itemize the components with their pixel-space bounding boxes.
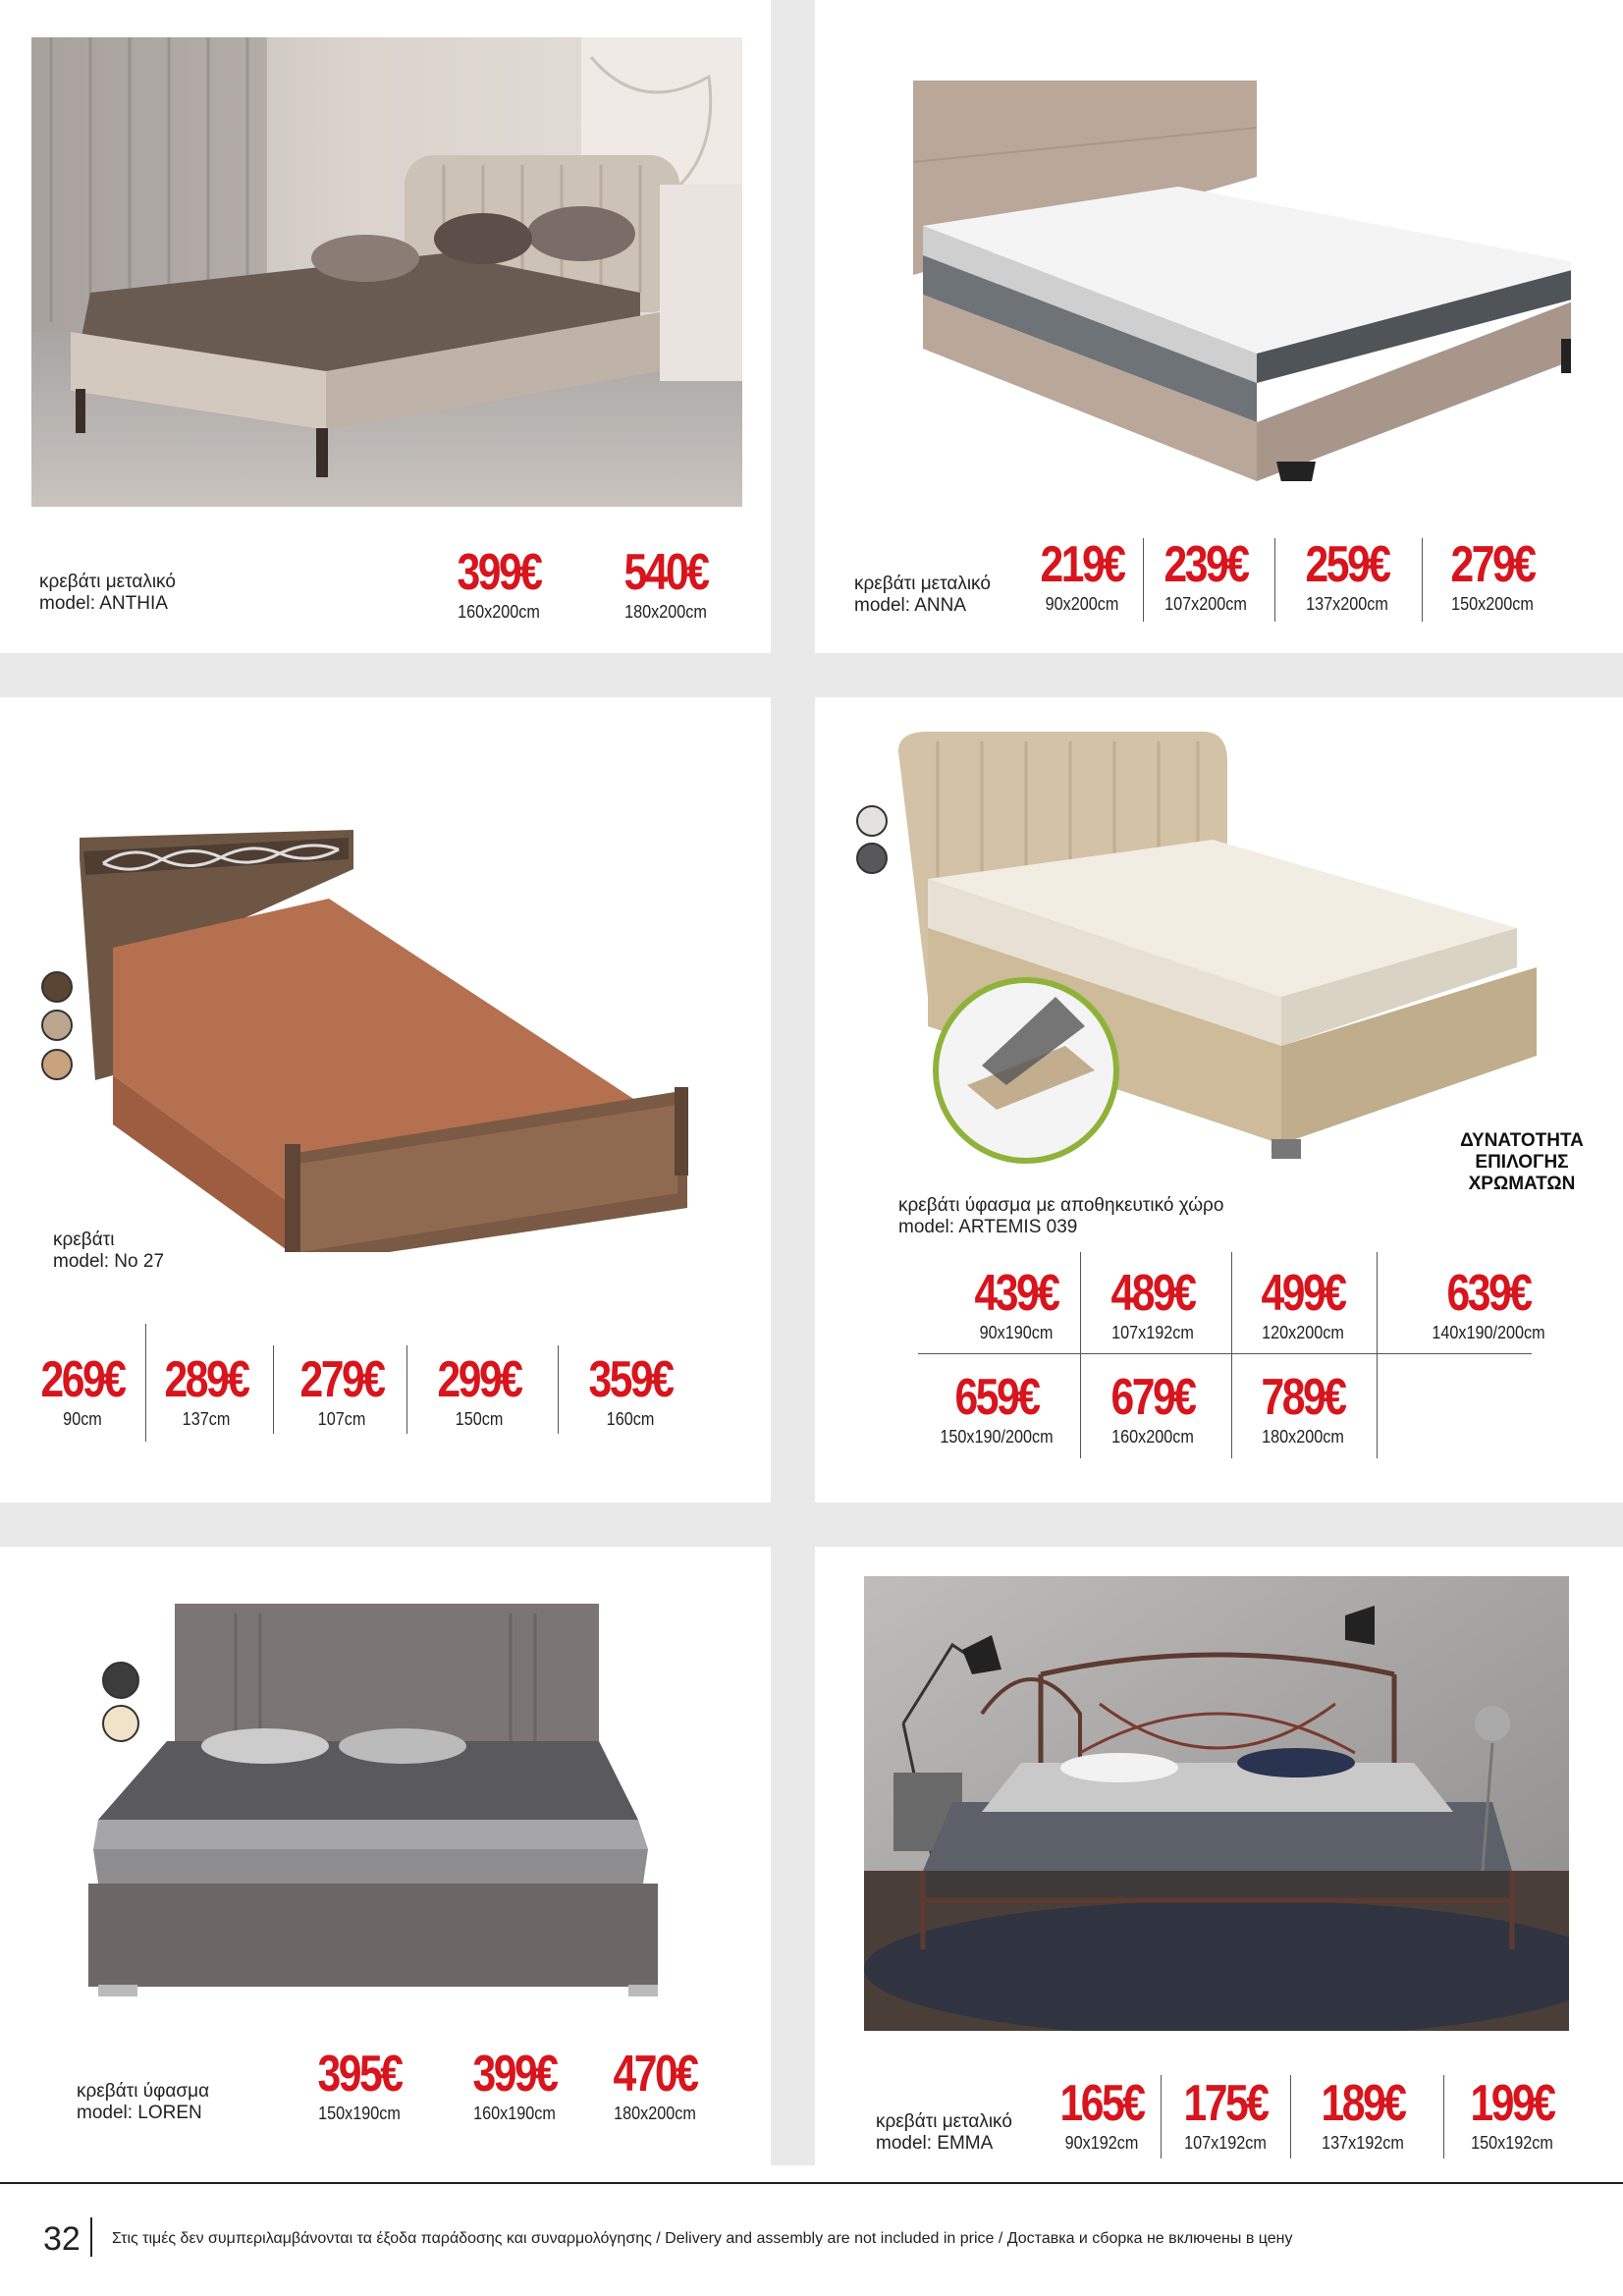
color-swatch-dark-wood[interactable] — [41, 971, 73, 1003]
price-item — [1174, 2077, 1276, 2154]
price-value: 395€ — [317, 2046, 402, 2103]
price-divider — [145, 1324, 146, 1442]
price-value: 399€ — [472, 2046, 557, 2103]
price-value: 259€ — [1305, 536, 1389, 593]
price-item — [31, 1353, 134, 1430]
price-table-col-divider — [1080, 1252, 1081, 1458]
price-item — [155, 1353, 257, 1430]
price-divider — [558, 1345, 559, 1434]
price-divider — [1274, 538, 1275, 622]
product-model: model: LOREN — [77, 2103, 202, 2123]
price-item — [579, 1353, 681, 1430]
price-size: 150x200cm — [1451, 594, 1534, 614]
price-value: 439€ — [974, 1265, 1058, 1322]
product-image-emma — [864, 1576, 1569, 2031]
price-size: 107x200cm — [1164, 594, 1247, 614]
price-value: 299€ — [437, 1351, 521, 1408]
note-line: ΔΥΝΑΤΟΤΗΤΑ — [1460, 1130, 1584, 1151]
product-card-emma — [815, 1547, 1623, 2165]
price-item — [1296, 538, 1398, 615]
price-size: 90x200cm — [1045, 594, 1119, 614]
price-value: 489€ — [1110, 1265, 1195, 1322]
product-model: model: ANTHIA — [39, 593, 168, 614]
price-item — [1252, 1371, 1354, 1448]
price-value: 175€ — [1183, 2075, 1268, 2132]
price-item — [1252, 1267, 1354, 1343]
product-type: κρεβάτι ύφασμα — [77, 2081, 210, 2102]
color-options-note — [1443, 1130, 1600, 1195]
price-divider — [406, 1345, 407, 1434]
product-model: model: ANNA — [854, 595, 967, 616]
price-divider — [1143, 538, 1144, 622]
price-divider — [1290, 2075, 1291, 2159]
product-type: κρεβάτι ύφασμα με αποθηκευτικό χώρο — [898, 1195, 1224, 1216]
product-desc-artemis — [898, 1195, 1223, 1238]
price-size: 137cm — [182, 1409, 231, 1429]
price-divider — [1422, 538, 1423, 622]
price-size: 90x192cm — [1064, 2133, 1139, 2153]
price-table-col-divider — [1377, 1252, 1378, 1458]
price-item — [615, 546, 717, 623]
price-value: 789€ — [1261, 1369, 1345, 1426]
product-model: model: ARTEMIS 039 — [898, 1217, 1078, 1237]
price-value: 289€ — [164, 1351, 248, 1408]
price-item — [1155, 538, 1257, 615]
product-image-no27 — [74, 830, 697, 1252]
product-desc-anna — [854, 574, 991, 617]
color-swatch-dark-grey[interactable] — [856, 843, 888, 874]
note-line: ΕΠΙΛΟΓΗΣ — [1475, 1152, 1569, 1173]
price-item — [291, 1353, 393, 1430]
price-item — [604, 2048, 706, 2124]
price-table-row-divider — [918, 1353, 1532, 1354]
color-swatch-natural-oak[interactable] — [41, 1049, 73, 1080]
price-divider — [273, 1345, 274, 1434]
price-size: 90x190cm — [979, 1323, 1054, 1342]
price-value: 659€ — [954, 1369, 1039, 1426]
price-value: 679€ — [1110, 1369, 1195, 1426]
page-number-divider — [90, 2217, 92, 2257]
price-value: 269€ — [40, 1351, 125, 1408]
footer-disclaimer: Στις τιμές δεν συμπεριλαμβάνονται τα έξοδα παράδοσης και συναρμολόγησης / Delivery and assembly are not included in price / Доставка и сборка не включены в цену — [112, 2230, 1293, 2247]
product-model: model: EMMA — [876, 2133, 994, 2154]
page-number: 32 — [43, 2220, 81, 2258]
price-value: 639€ — [1446, 1265, 1531, 1322]
price-value: 359€ — [588, 1351, 673, 1408]
price-item — [1441, 538, 1543, 615]
price-item — [1426, 1267, 1551, 1343]
price-size: 120x200cm — [1262, 1323, 1344, 1342]
price-size: 140x190/200cm — [1432, 1323, 1545, 1342]
product-card-anthia — [0, 0, 771, 653]
product-card-anna — [815, 0, 1623, 653]
product-desc-anthia — [39, 572, 176, 615]
product-type: κρεβάτι μεταλικό — [876, 2111, 1012, 2132]
price-value: 279€ — [1450, 536, 1535, 593]
price-item — [934, 1371, 1059, 1448]
price-size: 160x200cm — [458, 602, 540, 622]
product-card-no27 — [0, 697, 771, 1503]
color-swatch-dark-grey[interactable] — [102, 1662, 139, 1699]
product-desc-emma-text — [876, 2111, 1012, 2155]
price-size: 180x200cm — [624, 602, 707, 622]
price-item — [463, 2048, 566, 2124]
product-card-artemis — [815, 697, 1623, 1503]
product-image-loren — [88, 1604, 677, 2016]
price-size: 150x192cm — [1471, 2133, 1553, 2153]
price-item — [1031, 538, 1133, 615]
price-value: 239€ — [1163, 536, 1248, 593]
product-desc-no27 — [53, 1230, 164, 1273]
price-value: 540€ — [623, 544, 708, 601]
footer-rule — [0, 2182, 1623, 2184]
price-item — [448, 546, 550, 623]
price-value: 399€ — [457, 544, 541, 601]
price-size: 90cm — [63, 1409, 102, 1429]
price-item — [965, 1267, 1067, 1343]
price-divider — [1161, 2075, 1162, 2159]
price-value: 279€ — [299, 1351, 384, 1408]
price-divider — [1443, 2075, 1444, 2159]
price-size: 137x200cm — [1306, 594, 1388, 614]
product-type: κρεβάτι μεταλικό — [39, 572, 176, 592]
price-value: 189€ — [1321, 2075, 1405, 2132]
price-item — [1312, 2077, 1414, 2154]
note-line: ΧΡΩΜΑΤΩΝ — [1468, 1174, 1576, 1194]
product-image-anna — [884, 69, 1571, 481]
price-size: 150x190cm — [318, 2104, 401, 2123]
price-size: 107x192cm — [1184, 2133, 1267, 2153]
price-item — [1461, 2077, 1563, 2154]
price-size: 180x200cm — [1262, 1427, 1344, 1447]
price-item — [308, 2048, 410, 2124]
product-type: κρεβάτι — [53, 1230, 115, 1250]
price-size: 107cm — [317, 1409, 366, 1429]
price-item — [1051, 2077, 1153, 2154]
product-type: κρεβάτι μεταλικό — [854, 574, 991, 594]
price-item — [428, 1353, 530, 1430]
color-swatch-light-oak[interactable] — [41, 1010, 73, 1041]
product-image-anthia — [31, 37, 742, 507]
price-value: 470€ — [613, 2046, 697, 2103]
price-size: 160cm — [606, 1409, 655, 1429]
price-value: 499€ — [1261, 1265, 1345, 1322]
price-value: 199€ — [1470, 2075, 1554, 2132]
product-desc-loren — [77, 2081, 209, 2124]
price-size: 150x190/200cm — [940, 1427, 1054, 1447]
price-size: 150cm — [455, 1409, 504, 1429]
price-table-col-divider — [1231, 1252, 1232, 1458]
price-size: 160x190cm — [473, 2104, 556, 2123]
product-card-loren — [0, 1547, 771, 2165]
price-item — [1102, 1371, 1204, 1448]
price-size: 160x200cm — [1111, 1427, 1194, 1447]
color-swatch-cream[interactable] — [102, 1705, 139, 1742]
price-item — [1102, 1267, 1204, 1343]
price-size: 137x192cm — [1322, 2133, 1404, 2153]
price-value: 165€ — [1059, 2075, 1144, 2132]
price-size: 107x192cm — [1111, 1323, 1194, 1342]
product-model: model: No 27 — [53, 1251, 165, 1272]
price-size: 180x200cm — [614, 2104, 696, 2123]
color-swatch-light-grey[interactable] — [856, 805, 888, 837]
price-value: 219€ — [1040, 536, 1124, 593]
